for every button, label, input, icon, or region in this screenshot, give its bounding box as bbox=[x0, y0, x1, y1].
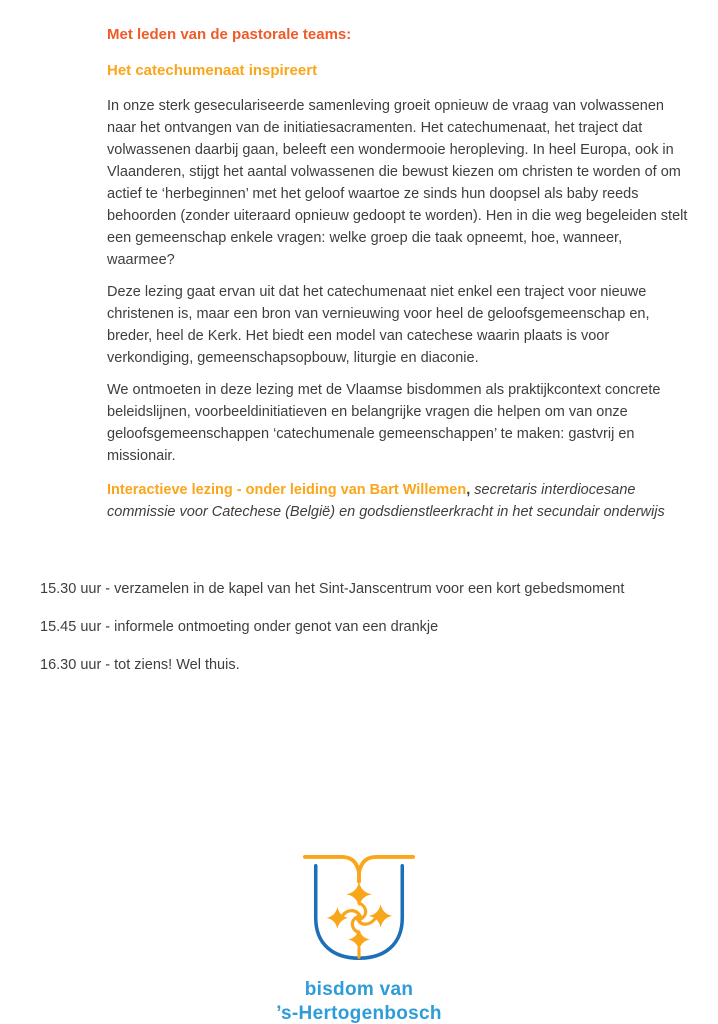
paragraph-intro: In onze sterk geseculariseerde samenleving groeit opnieuw de vraag van volwassenen naar het ontvangen van de initiatiesacramenten. Het catechumenaat, het traject dat volwassenen daarbij gaan, beleeft een wondermooie heropleving. In heel Europa, ook in Vlaanderen, stijgt het aantal volwassenen die bewust kiezen om christen te worden of om actief te ‘herbeginnen’ met het geloof waartoe ze sinds hun doopsel als baby reeds behoorden (zonder uiteraard opnieuw gedoopt te worden). Hen in die weg begeleiden stelt een gemeenschap enkele vragen: welke groep die taak opneemt, hoe, wanneer, waarmee? bbox=[107, 98, 688, 268]
program-schedule bbox=[40, 578, 700, 692]
lecture-title: Het catechumenaat inspireert bbox=[107, 62, 318, 79]
logo-text-line1: bisdom van bbox=[304, 979, 414, 1000]
document-body bbox=[107, 24, 689, 523]
diocese-crest-icon bbox=[300, 849, 418, 973]
schedule-item-1530: 15.30 uur - verzamelen in de kapel van het Sint-Janscentrum voor een kort gebedsmoment bbox=[40, 581, 625, 597]
paragraph-lecture-premise: Deze lezing gaat ervan uit dat het catechumenaat niet enkel een traject voor nieuwe christenen is, maar een bron van vernieuwing voor heel de geloofsgemeenschap en, breder, heel de Kerk. Het biedt een model van catechese waarin plaats is voor verkondiging, gemeenschapsopbouw, liturgie en diaconie. bbox=[107, 284, 650, 366]
credits-speaker-role: secretaris interdiocesane commissie voor Catechese (België) en godsdienstleerkracht in het secundair onderwijs bbox=[107, 482, 665, 520]
credits-lecture-type: Interactieve lezing - onder leiding van Bart Willemen bbox=[107, 482, 467, 498]
schedule-item-1630: 16.30 uur - tot ziens! Wel thuis. bbox=[40, 657, 240, 673]
diocese-logo bbox=[0, 849, 718, 1024]
paragraph-lecture-content: We ontmoeten in deze lezing met de Vlaamse bisdommen als praktijkcontext concrete beleidslijnen, voorbeeldinitiatieven en belangrijke vragen die helpen om van onze geloofsgemeenschappen ‘catechumenale gemeenschappen’ te maken: gastvrij en missionair. bbox=[107, 382, 661, 464]
cross-sparkle-left bbox=[327, 907, 349, 929]
logo-wordmark bbox=[276, 978, 442, 1024]
lecture-credits bbox=[107, 479, 689, 523]
logo-text-line2: ’s-Hertogenbosch bbox=[276, 1003, 442, 1024]
schedule-item-1545: 15.45 uur - informele ontmoeting onder genot van een drankje bbox=[40, 619, 439, 635]
cross-sparkle-right bbox=[369, 904, 393, 928]
shield-top-rim bbox=[305, 857, 413, 882]
credits-separator: , bbox=[466, 482, 475, 498]
section-heading-audience: Met leden van de pastorale teams: bbox=[107, 26, 352, 43]
